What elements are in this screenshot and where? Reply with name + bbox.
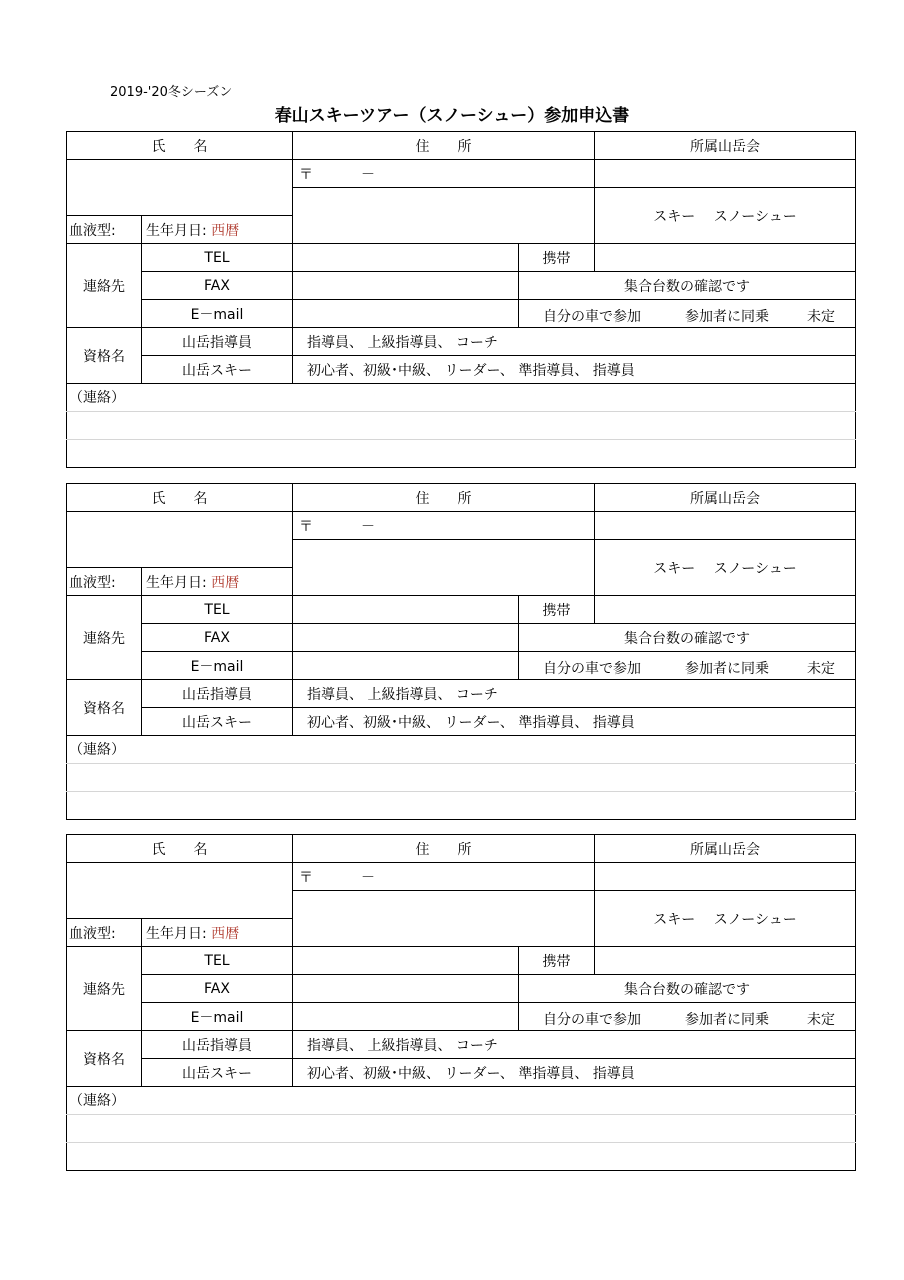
mobile-field[interactable]	[595, 596, 856, 624]
tel-field[interactable]	[293, 244, 519, 272]
attendance-choice[interactable]	[519, 300, 856, 328]
blood-type-field[interactable]: 血液型:	[67, 919, 142, 947]
postal-dash: －	[361, 519, 375, 535]
club-field[interactable]	[595, 512, 856, 540]
fax-label: FAX	[142, 272, 293, 300]
own-car-option[interactable]: 自分の車で参加	[543, 661, 641, 677]
mobile-field[interactable]	[595, 244, 856, 272]
fax-field[interactable]	[293, 975, 519, 1003]
ski-levels[interactable]: 初心者、初級･中級、 リーダー、 準指導員、 指導員	[293, 356, 856, 384]
name-field[interactable]	[67, 160, 293, 216]
undecided-option[interactable]: 未定	[807, 1012, 835, 1028]
car-check-label: 集合台数の確認です	[519, 624, 856, 652]
notes-line[interactable]	[67, 792, 856, 820]
notes-line[interactable]	[67, 764, 856, 792]
qualification-label: 資格名	[67, 680, 142, 736]
birth-date-field[interactable]	[142, 568, 293, 596]
notes-label: （連絡）	[67, 1087, 856, 1115]
email-label: E－mail	[142, 1003, 293, 1031]
mobile-label: 携帯	[519, 596, 595, 624]
name-header: 氏 名	[67, 484, 293, 512]
instructor-levels[interactable]: 指導員、 上級指導員、 コーチ	[293, 680, 856, 708]
application-form	[66, 834, 855, 1171]
tel-label: TEL	[142, 244, 293, 272]
fax-field[interactable]	[293, 624, 519, 652]
email-field[interactable]	[293, 652, 519, 680]
birth-date-field[interactable]	[142, 216, 293, 244]
postal-code-field[interactable]	[293, 160, 595, 188]
tel-field[interactable]	[293, 947, 519, 975]
email-label: E－mail	[142, 300, 293, 328]
postal-code-field[interactable]	[293, 512, 595, 540]
club-field[interactable]	[595, 160, 856, 188]
undecided-option[interactable]: 未定	[807, 661, 835, 677]
mountain-ski-label: 山岳スキー	[142, 1059, 293, 1087]
notes-line[interactable]	[67, 1115, 856, 1143]
birth-date-label: 生年月日:	[146, 222, 207, 239]
postal-dash: －	[361, 870, 375, 886]
mobile-field[interactable]	[595, 947, 856, 975]
page-title: 春山スキーツアー（スノーシュー）参加申込書	[274, 106, 630, 126]
contact-label: 連絡先	[67, 244, 142, 328]
ski-snowshoe-choice[interactable]: スキー スノーシュー	[595, 891, 856, 947]
ski-levels[interactable]: 初心者、初級･中級、 リーダー、 準指導員、 指導員	[293, 1059, 856, 1087]
notes-line[interactable]	[67, 440, 856, 468]
contact-label: 連絡先	[67, 947, 142, 1031]
own-car-option[interactable]: 自分の車で参加	[543, 309, 641, 325]
ride-with-option[interactable]: 参加者に同乗	[685, 661, 769, 677]
email-field[interactable]	[293, 1003, 519, 1031]
address-header: 住 所	[293, 835, 595, 863]
blood-type-field[interactable]: 血液型:	[67, 216, 142, 244]
postal-code-field[interactable]	[293, 863, 595, 891]
attendance-choice[interactable]	[519, 652, 856, 680]
name-field[interactable]	[67, 863, 293, 919]
address-header: 住 所	[293, 132, 595, 160]
notes-label: （連絡）	[67, 736, 856, 764]
application-form	[66, 131, 855, 468]
application-form	[66, 483, 855, 820]
address-field[interactable]	[293, 188, 595, 244]
fax-label: FAX	[142, 975, 293, 1003]
calendar-label: 西暦	[211, 925, 240, 942]
ride-with-option[interactable]: 参加者に同乗	[685, 1012, 769, 1028]
postal-dash: －	[361, 167, 375, 183]
ski-snowshoe-choice[interactable]: スキー スノーシュー	[595, 188, 856, 244]
mobile-label: 携帯	[519, 947, 595, 975]
mountain-instructor-label: 山岳指導員	[142, 328, 293, 356]
postal-mark: 〒	[299, 870, 313, 886]
instructor-levels[interactable]: 指導員、 上級指導員、 コーチ	[293, 1031, 856, 1059]
notes-line[interactable]	[67, 412, 856, 440]
birth-date-label: 生年月日:	[146, 574, 207, 591]
ride-with-option[interactable]: 参加者に同乗	[685, 309, 769, 325]
calendar-label: 西暦	[211, 574, 240, 591]
birth-date-field[interactable]	[142, 919, 293, 947]
mountain-instructor-label: 山岳指導員	[142, 680, 293, 708]
own-car-option[interactable]: 自分の車で参加	[543, 1012, 641, 1028]
car-check-label: 集合台数の確認です	[519, 975, 856, 1003]
mountain-ski-label: 山岳スキー	[142, 356, 293, 384]
instructor-levels[interactable]: 指導員、 上級指導員、 コーチ	[293, 328, 856, 356]
address-field[interactable]	[293, 891, 595, 947]
ski-levels[interactable]: 初心者、初級･中級、 リーダー、 準指導員、 指導員	[293, 708, 856, 736]
email-label: E－mail	[142, 652, 293, 680]
contact-label: 連絡先	[67, 596, 142, 680]
mountain-ski-label: 山岳スキー	[142, 708, 293, 736]
blood-type-field[interactable]: 血液型:	[67, 568, 142, 596]
name-header: 氏 名	[67, 132, 293, 160]
postal-mark: 〒	[299, 167, 313, 183]
attendance-choice[interactable]	[519, 1003, 856, 1031]
postal-mark: 〒	[299, 519, 313, 535]
club-header: 所属山岳会	[595, 484, 856, 512]
club-field[interactable]	[595, 863, 856, 891]
car-check-label: 集合台数の確認です	[519, 272, 856, 300]
address-header: 住 所	[293, 484, 595, 512]
birth-date-label: 生年月日:	[146, 925, 207, 942]
address-field[interactable]	[293, 540, 595, 596]
ski-snowshoe-choice[interactable]: スキー スノーシュー	[595, 540, 856, 596]
club-header: 所属山岳会	[595, 132, 856, 160]
tel-label: TEL	[142, 596, 293, 624]
notes-line[interactable]	[67, 1143, 856, 1171]
club-header: 所属山岳会	[595, 835, 856, 863]
tel-field[interactable]	[293, 596, 519, 624]
calendar-label: 西暦	[211, 222, 240, 239]
notes-label: （連絡）	[67, 384, 856, 412]
email-field[interactable]	[293, 300, 519, 328]
season-label: 2019-'20冬シーズン	[110, 85, 233, 100]
undecided-option[interactable]: 未定	[807, 309, 835, 325]
fax-field[interactable]	[293, 272, 519, 300]
mobile-label: 携帯	[519, 244, 595, 272]
qualification-label: 資格名	[67, 328, 142, 384]
fax-label: FAX	[142, 624, 293, 652]
mountain-instructor-label: 山岳指導員	[142, 1031, 293, 1059]
qualification-label: 資格名	[67, 1031, 142, 1087]
name-header: 氏 名	[67, 835, 293, 863]
tel-label: TEL	[142, 947, 293, 975]
name-field[interactable]	[67, 512, 293, 568]
